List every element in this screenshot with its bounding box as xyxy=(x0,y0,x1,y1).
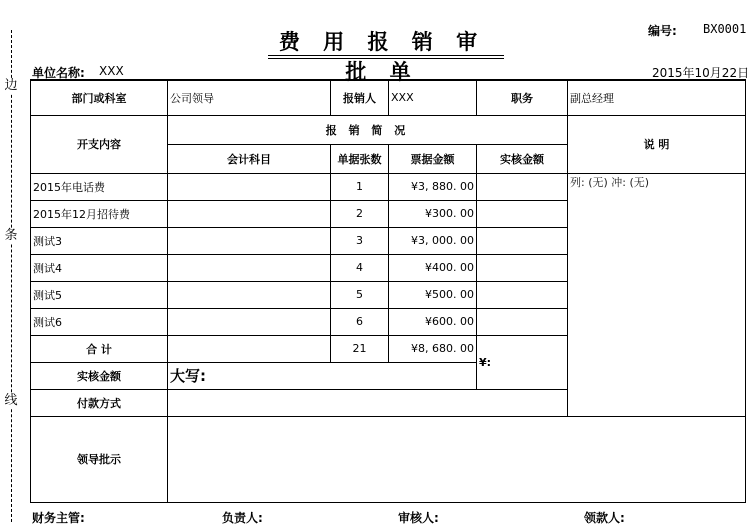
item-content[interactable]: 2015年12月招待费 xyxy=(31,200,168,227)
item-count[interactable]: 1 xyxy=(331,173,389,200)
leader-label: 领导批示 xyxy=(31,416,168,502)
item-amount[interactable]: ¥500. 00 xyxy=(389,281,477,308)
approved-daxie-cell[interactable] xyxy=(168,362,477,389)
department-value[interactable]: 公司领导 xyxy=(168,80,331,115)
item-account[interactable] xyxy=(168,308,331,335)
total-amount: ¥8, 680. 00 xyxy=(389,335,477,362)
item-content[interactable]: 测试4 xyxy=(31,254,168,281)
unit-name-value: XXX xyxy=(99,64,124,78)
item-approved[interactable] xyxy=(477,173,568,200)
item-amount[interactable]: ¥300. 00 xyxy=(389,200,477,227)
daxie-label: 大写: xyxy=(170,367,206,385)
item-count[interactable]: 6 xyxy=(331,308,389,335)
item-content[interactable]: 测试5 xyxy=(31,281,168,308)
info-row xyxy=(31,80,746,115)
position-label: 职务 xyxy=(477,80,568,115)
item-count[interactable]: 4 xyxy=(331,254,389,281)
finance-supervisor-label: 财务主管: xyxy=(32,511,85,525)
reimburser-value[interactable]: XXX xyxy=(389,80,477,115)
voucher-count-header: 单据张数 xyxy=(331,144,389,173)
form-date: 2015年10月22日 xyxy=(652,66,750,80)
reimburser-label: 报销人 xyxy=(331,80,389,115)
responsible-person-label: 负责人: xyxy=(222,511,263,525)
summary-header: 报 销 简 况 xyxy=(168,115,568,144)
binding-char-3: 线 xyxy=(4,393,18,408)
item-approved[interactable] xyxy=(477,227,568,254)
binding-char-2: 条 xyxy=(4,228,18,243)
item-amount[interactable]: ¥3, 880. 00 xyxy=(389,173,477,200)
invoice-amount-header: 票据金额 xyxy=(389,144,477,173)
item-amount[interactable]: ¥3, 000. 00 xyxy=(389,227,477,254)
approved-yen-cell[interactable] xyxy=(477,335,568,389)
title-underline-top xyxy=(268,55,504,56)
item-account[interactable] xyxy=(168,227,331,254)
total-label: 合 计 xyxy=(31,335,168,362)
leader-row xyxy=(31,416,746,502)
reimbursement-table xyxy=(30,79,746,503)
payment-value[interactable] xyxy=(168,389,568,416)
table-row xyxy=(31,173,746,200)
total-count: 21 xyxy=(331,335,389,362)
item-amount[interactable]: ¥600. 00 xyxy=(389,308,477,335)
item-count[interactable]: 5 xyxy=(331,281,389,308)
department-label: 部门或科室 xyxy=(31,80,168,115)
remark-header: 说 明 xyxy=(568,115,746,173)
item-account[interactable] xyxy=(168,281,331,308)
item-approved[interactable] xyxy=(477,308,568,335)
remark-cell[interactable]: 列: (无) 冲: (无) xyxy=(568,173,746,416)
number-value: BX0001 xyxy=(703,22,747,36)
item-content[interactable]: 测试3 xyxy=(31,227,168,254)
item-approved[interactable] xyxy=(477,254,568,281)
item-approved[interactable] xyxy=(477,200,568,227)
yen-label: ¥: xyxy=(479,355,492,369)
approved-amount-header: 实核金额 xyxy=(477,144,568,173)
number-label: 编号: xyxy=(648,24,677,38)
leader-value[interactable] xyxy=(168,416,746,502)
item-content[interactable]: 2015年电话费 xyxy=(31,173,168,200)
item-content[interactable]: 测试6 xyxy=(31,308,168,335)
form-title: 费 用 报 销 审 批 单 xyxy=(278,29,486,84)
item-account[interactable] xyxy=(168,200,331,227)
account-header: 会计科目 xyxy=(168,144,331,173)
item-count[interactable]: 2 xyxy=(331,200,389,227)
item-amount[interactable]: ¥400. 00 xyxy=(389,254,477,281)
total-account xyxy=(168,335,331,362)
position-value[interactable]: 副总经理 xyxy=(568,80,746,115)
item-account[interactable] xyxy=(168,173,331,200)
title-underline-bottom xyxy=(268,58,504,59)
binding-char-1: 边 xyxy=(4,78,18,93)
item-account[interactable] xyxy=(168,254,331,281)
item-approved[interactable] xyxy=(477,281,568,308)
reviewer-label: 审核人: xyxy=(398,511,439,525)
binding-dashed-line xyxy=(11,30,12,522)
approved-label: 实核金额 xyxy=(31,362,168,389)
unit-name-label: 单位名称: xyxy=(32,66,85,80)
summary-header-row xyxy=(31,115,746,144)
content-header: 开支内容 xyxy=(31,115,168,173)
receiver-label: 领款人: xyxy=(584,511,625,525)
item-count[interactable]: 3 xyxy=(331,227,389,254)
payment-label: 付款方式 xyxy=(31,389,168,416)
